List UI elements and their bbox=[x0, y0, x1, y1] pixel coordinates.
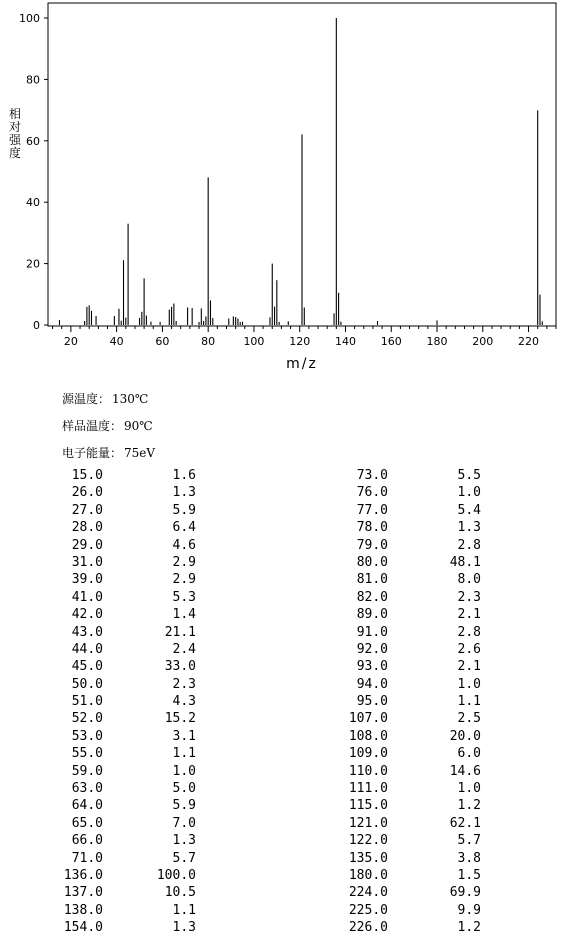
peak-abundance: 1.2 bbox=[457, 920, 481, 936]
peak-row bbox=[0, 571, 570, 588]
peak-row bbox=[0, 745, 570, 762]
peak-abundance: 5.9 bbox=[172, 798, 196, 814]
peak-abundance: 5.4 bbox=[457, 502, 481, 518]
peak-mz: 43.0 bbox=[71, 624, 103, 640]
peak-abundance: 1.0 bbox=[457, 485, 481, 501]
peak-mz: 110.0 bbox=[348, 763, 388, 779]
peak-abundance: 10.5 bbox=[164, 885, 196, 901]
peak-abundance: 5.9 bbox=[172, 502, 196, 518]
peak-abundance: 3.1 bbox=[172, 728, 196, 744]
x-axis-ticks bbox=[64, 326, 539, 348]
peak-mz: 76.0 bbox=[356, 485, 388, 501]
peak-row bbox=[0, 502, 570, 519]
peak-mz: 138.0 bbox=[63, 902, 103, 918]
peak-abundance: 20.0 bbox=[449, 728, 481, 744]
y-axis-ticks bbox=[19, 12, 48, 332]
peak-mz: 29.0 bbox=[71, 537, 103, 553]
peak-abundance: 14.6 bbox=[449, 763, 481, 779]
peak-mz: 79.0 bbox=[356, 537, 388, 553]
x-tick-label: 200 bbox=[472, 335, 494, 348]
peak-mz: 28.0 bbox=[71, 520, 103, 536]
peak-abundance: 2.3 bbox=[172, 676, 196, 692]
electron-energy-value: 75eV bbox=[124, 446, 156, 460]
peak-mz: 95.0 bbox=[356, 694, 388, 710]
sample-temperature-label: 样品温度： bbox=[62, 419, 123, 433]
peak-mz: 94.0 bbox=[356, 676, 388, 692]
peak-mz: 115.0 bbox=[348, 798, 388, 814]
y-tick-label: 60 bbox=[26, 134, 40, 148]
peak-abundance: 2.6 bbox=[457, 641, 481, 657]
peak-abundance: 1.0 bbox=[457, 676, 481, 692]
x-tick-label: 180 bbox=[426, 335, 448, 348]
peak-abundance: 2.8 bbox=[457, 537, 481, 553]
peak-row bbox=[0, 606, 570, 623]
peak-abundance: 1.1 bbox=[457, 694, 481, 710]
peak-mz: 26.0 bbox=[71, 485, 103, 501]
peak-mz: 135.0 bbox=[348, 850, 388, 866]
peak-abundance: 1.4 bbox=[172, 607, 196, 623]
peak-mz: 121.0 bbox=[348, 815, 388, 831]
peak-row bbox=[0, 780, 570, 797]
peak-abundance: 2.8 bbox=[457, 624, 481, 640]
peak-mz: 50.0 bbox=[71, 676, 103, 692]
peak-abundance: 100.0 bbox=[156, 867, 196, 883]
peak-abundance: 2.1 bbox=[457, 659, 481, 675]
peak-abundance: 2.5 bbox=[457, 711, 481, 727]
peak-abundance: 2.9 bbox=[172, 572, 196, 588]
peak-mz: 71.0 bbox=[71, 850, 103, 866]
peak-abundance: 1.2 bbox=[457, 798, 481, 814]
peak-mz: 80.0 bbox=[356, 554, 388, 570]
peak-abundance: 21.1 bbox=[164, 624, 196, 640]
peak-abundance: 4.6 bbox=[172, 537, 196, 553]
peak-mz: 180.0 bbox=[348, 867, 388, 883]
peak-mz: 64.0 bbox=[71, 798, 103, 814]
peak-mz: 226.0 bbox=[348, 920, 388, 936]
peak-mz: 81.0 bbox=[356, 572, 388, 588]
y-tick-label: 80 bbox=[26, 73, 40, 87]
peak-mz: 122.0 bbox=[348, 833, 388, 849]
peak-row bbox=[0, 519, 570, 536]
peak-abundance: 33.0 bbox=[164, 659, 196, 675]
x-tick-label: 220 bbox=[518, 335, 540, 348]
peak-abundance: 1.1 bbox=[172, 746, 196, 762]
peak-abundance: 5.7 bbox=[172, 850, 196, 866]
x-tick-label: 100 bbox=[243, 335, 265, 348]
peak-abundance: 2.9 bbox=[172, 554, 196, 570]
peak-mz: 77.0 bbox=[356, 502, 388, 518]
y-tick-label: 100 bbox=[19, 12, 40, 25]
peak-row bbox=[0, 884, 570, 901]
sample-temperature bbox=[62, 417, 153, 434]
peak-mz: 27.0 bbox=[71, 502, 103, 518]
x-axis-label: m/z bbox=[286, 356, 318, 372]
peak-mz: 108.0 bbox=[348, 728, 388, 744]
peak-abundance: 1.3 bbox=[457, 520, 481, 536]
peak-row bbox=[0, 728, 570, 745]
peak-row bbox=[0, 710, 570, 727]
peak-abundance: 3.8 bbox=[457, 850, 481, 866]
peak-abundance: 1.5 bbox=[457, 867, 481, 883]
source-temperature bbox=[62, 390, 148, 407]
mass-spectrum-chart bbox=[0, 0, 570, 380]
peak-mz: 107.0 bbox=[348, 711, 388, 727]
peak-mz: 52.0 bbox=[71, 711, 103, 727]
peak-mz: 51.0 bbox=[71, 694, 103, 710]
peak-mz: 91.0 bbox=[356, 624, 388, 640]
peak-abundance: 6.4 bbox=[172, 520, 196, 536]
peak-abundance: 2.4 bbox=[172, 641, 196, 657]
peak-row bbox=[0, 658, 570, 675]
peak-row bbox=[0, 484, 570, 501]
sample-temperature-value: 90℃ bbox=[124, 419, 153, 433]
peak-abundance: 1.3 bbox=[172, 485, 196, 501]
peak-abundance: 9.9 bbox=[457, 902, 481, 918]
peak-abundance: 1.0 bbox=[457, 781, 481, 797]
peak-mz: 63.0 bbox=[71, 781, 103, 797]
peak-abundance: 6.0 bbox=[457, 746, 481, 762]
peak-mz: 154.0 bbox=[63, 920, 103, 936]
peak-mz: 111.0 bbox=[348, 781, 388, 797]
peak-mz: 42.0 bbox=[71, 607, 103, 623]
peak-abundance: 1.0 bbox=[172, 763, 196, 779]
peak-abundance: 1.3 bbox=[172, 920, 196, 936]
x-tick-label: 120 bbox=[289, 335, 311, 348]
peak-abundance: 1.1 bbox=[172, 902, 196, 918]
peak-abundance: 5.5 bbox=[457, 468, 481, 483]
x-tick-label: 160 bbox=[380, 335, 402, 348]
peak-abundance: 5.3 bbox=[172, 589, 196, 605]
peak-row bbox=[0, 867, 570, 884]
x-tick-label: 80 bbox=[201, 335, 216, 348]
peak-abundance: 8.0 bbox=[457, 572, 481, 588]
peak-row bbox=[0, 676, 570, 693]
peak-abundance: 4.3 bbox=[172, 694, 196, 710]
peak-mz: 15.0 bbox=[71, 468, 103, 483]
y-tick-label: 40 bbox=[26, 196, 40, 210]
source-temperature-value: 130℃ bbox=[112, 392, 149, 406]
peak-mz: 78.0 bbox=[356, 520, 388, 536]
peak-table-right bbox=[0, 467, 570, 937]
peak-mz: 45.0 bbox=[71, 659, 103, 675]
peak-row bbox=[0, 589, 570, 606]
y-tick-label: 20 bbox=[26, 257, 40, 271]
peak-row bbox=[0, 537, 570, 554]
peak-mz: 224.0 bbox=[348, 885, 388, 901]
peak-abundance: 1.3 bbox=[172, 833, 196, 849]
peak-row bbox=[0, 850, 570, 867]
peak-abundance: 5.0 bbox=[172, 781, 196, 797]
peak-mz: 82.0 bbox=[356, 589, 388, 605]
peak-mz: 53.0 bbox=[71, 728, 103, 744]
peak-mz: 44.0 bbox=[71, 641, 103, 657]
peak-mz: 225.0 bbox=[348, 902, 388, 918]
peak-row bbox=[0, 763, 570, 780]
source-temperature-label: 源温度： bbox=[62, 392, 111, 406]
peak-mz: 55.0 bbox=[71, 746, 103, 762]
peak-mz: 136.0 bbox=[63, 867, 103, 883]
x-tick-label: 60 bbox=[155, 335, 170, 348]
spectrum-peaks bbox=[59, 18, 542, 325]
x-tick-label: 40 bbox=[109, 335, 124, 348]
peak-abundance: 1.6 bbox=[172, 468, 196, 483]
peak-row bbox=[0, 832, 570, 849]
peak-mz: 66.0 bbox=[71, 833, 103, 849]
electron-energy bbox=[62, 444, 155, 461]
peak-row bbox=[0, 467, 570, 484]
peak-abundance: 5.7 bbox=[457, 833, 481, 849]
peak-abundance: 69.9 bbox=[449, 885, 481, 901]
electron-energy-label: 电子能量： bbox=[62, 446, 123, 460]
peak-mz: 109.0 bbox=[348, 746, 388, 762]
y-axis-label: 相对强度 bbox=[9, 107, 22, 160]
peak-row bbox=[0, 693, 570, 710]
peak-mz: 73.0 bbox=[356, 468, 388, 483]
peak-mz: 59.0 bbox=[71, 763, 103, 779]
peak-abundance: 2.3 bbox=[457, 589, 481, 605]
peak-mz: 31.0 bbox=[71, 554, 103, 570]
y-tick-label: 0 bbox=[33, 319, 40, 332]
peak-abundance: 2.1 bbox=[457, 607, 481, 623]
peak-row bbox=[0, 641, 570, 658]
peak-mz: 92.0 bbox=[356, 641, 388, 657]
peak-mz: 65.0 bbox=[71, 815, 103, 831]
peak-abundance: 62.1 bbox=[449, 815, 481, 831]
peak-mz: 89.0 bbox=[356, 607, 388, 623]
x-tick-label: 140 bbox=[334, 335, 356, 348]
peak-abundance: 7.0 bbox=[172, 815, 196, 831]
peak-row bbox=[0, 554, 570, 571]
peak-row bbox=[0, 797, 570, 814]
peak-row bbox=[0, 815, 570, 832]
peak-mz: 93.0 bbox=[356, 659, 388, 675]
peak-row bbox=[0, 624, 570, 641]
peak-mz: 137.0 bbox=[63, 885, 103, 901]
peak-row bbox=[0, 902, 570, 919]
peak-abundance: 15.2 bbox=[164, 711, 196, 727]
x-tick-label: 20 bbox=[63, 335, 78, 348]
peak-mz: 39.0 bbox=[71, 572, 103, 588]
peak-row bbox=[0, 919, 570, 936]
peak-mz: 41.0 bbox=[71, 589, 103, 605]
peak-abundance: 48.1 bbox=[449, 554, 481, 570]
